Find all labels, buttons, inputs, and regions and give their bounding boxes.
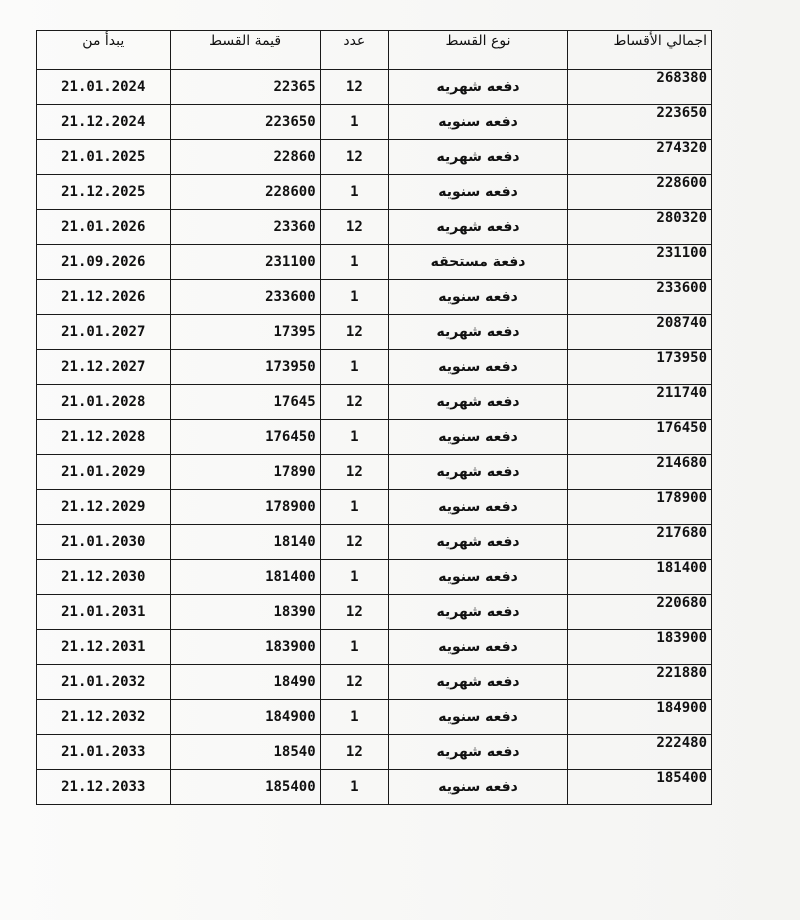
cell-count: 12 bbox=[320, 665, 388, 700]
cell-total: 231100 bbox=[568, 245, 712, 280]
cell-start-date: 21.09.2026 bbox=[37, 245, 171, 280]
cell-total: 214680 bbox=[568, 455, 712, 490]
cell-installment-type: دفعه سنويه bbox=[388, 105, 567, 140]
cell-start-date: 21.01.2026 bbox=[37, 210, 171, 245]
cell-count: 12 bbox=[320, 315, 388, 350]
cell-count: 1 bbox=[320, 105, 388, 140]
table-row bbox=[37, 70, 712, 105]
cell-installment-value: 22860 bbox=[170, 140, 320, 175]
table-row bbox=[37, 210, 712, 245]
header-installment-type: نوع القسط bbox=[388, 31, 567, 70]
cell-start-date: 21.01.2031 bbox=[37, 595, 171, 630]
cell-installment-value: 22365 bbox=[170, 70, 320, 105]
cell-count: 1 bbox=[320, 245, 388, 280]
cell-total: 217680 bbox=[568, 525, 712, 560]
cell-count: 1 bbox=[320, 175, 388, 210]
cell-total: 176450 bbox=[568, 420, 712, 455]
cell-count: 12 bbox=[320, 735, 388, 770]
cell-count: 1 bbox=[320, 280, 388, 315]
cell-count: 12 bbox=[320, 525, 388, 560]
header-start-from: يبدأ من bbox=[37, 31, 171, 70]
cell-installment-type: دفعه شهريه bbox=[388, 595, 567, 630]
cell-installment-value: 18140 bbox=[170, 525, 320, 560]
cell-count: 12 bbox=[320, 595, 388, 630]
cell-installment-type: دفعه سنويه bbox=[388, 280, 567, 315]
cell-installment-type: دفعه شهريه bbox=[388, 315, 567, 350]
cell-count: 12 bbox=[320, 140, 388, 175]
table-row bbox=[37, 770, 712, 805]
cell-installment-type: دفعه شهريه bbox=[388, 525, 567, 560]
cell-installment-type: دفعه سنويه bbox=[388, 490, 567, 525]
table-row bbox=[37, 385, 712, 420]
cell-total: 178900 bbox=[568, 490, 712, 525]
cell-count: 1 bbox=[320, 700, 388, 735]
cell-start-date: 21.12.2032 bbox=[37, 700, 171, 735]
cell-count: 1 bbox=[320, 770, 388, 805]
cell-start-date: 21.12.2033 bbox=[37, 770, 171, 805]
cell-total: 184900 bbox=[568, 700, 712, 735]
cell-total: 268380 bbox=[568, 70, 712, 105]
table-row bbox=[37, 245, 712, 280]
cell-count: 1 bbox=[320, 630, 388, 665]
cell-start-date: 21.12.2025 bbox=[37, 175, 171, 210]
cell-count: 1 bbox=[320, 420, 388, 455]
table-row bbox=[37, 175, 712, 210]
table-row bbox=[37, 105, 712, 140]
cell-count: 12 bbox=[320, 70, 388, 105]
cell-installment-value: 18490 bbox=[170, 665, 320, 700]
cell-start-date: 21.01.2027 bbox=[37, 315, 171, 350]
cell-installment-value: 233600 bbox=[170, 280, 320, 315]
cell-total: 228600 bbox=[568, 175, 712, 210]
cell-installment-value: 185400 bbox=[170, 770, 320, 805]
header-installment-value: قيمة القسط bbox=[170, 31, 320, 70]
cell-count: 12 bbox=[320, 385, 388, 420]
cell-total: 233600 bbox=[568, 280, 712, 315]
cell-installment-value: 18540 bbox=[170, 735, 320, 770]
cell-total: 221880 bbox=[568, 665, 712, 700]
table-row bbox=[37, 490, 712, 525]
cell-total: 181400 bbox=[568, 560, 712, 595]
cell-installment-value: 23360 bbox=[170, 210, 320, 245]
cell-start-date: 21.01.2033 bbox=[37, 735, 171, 770]
cell-start-date: 21.01.2024 bbox=[37, 70, 171, 105]
cell-installment-type: دفعة مستحقه bbox=[388, 245, 567, 280]
cell-count: 12 bbox=[320, 210, 388, 245]
cell-installment-value: 173950 bbox=[170, 350, 320, 385]
cell-installment-type: دفعه سنويه bbox=[388, 420, 567, 455]
table-row bbox=[37, 350, 712, 385]
cell-installment-value: 178900 bbox=[170, 490, 320, 525]
cell-installment-value: 228600 bbox=[170, 175, 320, 210]
cell-total: 208740 bbox=[568, 315, 712, 350]
cell-total: 211740 bbox=[568, 385, 712, 420]
cell-installment-value: 183900 bbox=[170, 630, 320, 665]
cell-installment-type: دفعه شهريه bbox=[388, 735, 567, 770]
cell-total: 223650 bbox=[568, 105, 712, 140]
cell-installment-value: 223650 bbox=[170, 105, 320, 140]
cell-installment-type: دفعه شهريه bbox=[388, 140, 567, 175]
cell-start-date: 21.12.2024 bbox=[37, 105, 171, 140]
table-row bbox=[37, 315, 712, 350]
cell-start-date: 21.01.2030 bbox=[37, 525, 171, 560]
cell-installment-type: دفعه شهريه bbox=[388, 665, 567, 700]
cell-start-date: 21.12.2030 bbox=[37, 560, 171, 595]
cell-installment-value: 184900 bbox=[170, 700, 320, 735]
cell-total: 274320 bbox=[568, 140, 712, 175]
table-row bbox=[37, 665, 712, 700]
cell-start-date: 21.01.2028 bbox=[37, 385, 171, 420]
table-row bbox=[37, 735, 712, 770]
cell-start-date: 21.12.2026 bbox=[37, 280, 171, 315]
cell-installment-value: 181400 bbox=[170, 560, 320, 595]
table-row bbox=[37, 420, 712, 455]
cell-installment-type: دفعه شهريه bbox=[388, 70, 567, 105]
cell-start-date: 21.12.2028 bbox=[37, 420, 171, 455]
cell-count: 1 bbox=[320, 350, 388, 385]
cell-installment-type: دفعه شهريه bbox=[388, 210, 567, 245]
cell-start-date: 21.12.2029 bbox=[37, 490, 171, 525]
table-row bbox=[37, 630, 712, 665]
cell-installment-type: دفعه سنويه bbox=[388, 175, 567, 210]
cell-start-date: 21.12.2027 bbox=[37, 350, 171, 385]
header-total-installments: اجمالي الأقساط bbox=[568, 31, 712, 70]
table-row bbox=[37, 525, 712, 560]
cell-installment-type: دفعه سنويه bbox=[388, 770, 567, 805]
cell-installment-value: 231100 bbox=[170, 245, 320, 280]
cell-installment-type: دفعه سنويه bbox=[388, 700, 567, 735]
cell-start-date: 21.01.2029 bbox=[37, 455, 171, 490]
cell-installment-type: دفعه شهريه bbox=[388, 455, 567, 490]
cell-start-date: 21.01.2025 bbox=[37, 140, 171, 175]
cell-total: 185400 bbox=[568, 770, 712, 805]
cell-installment-value: 176450 bbox=[170, 420, 320, 455]
cell-installment-value: 17890 bbox=[170, 455, 320, 490]
table-row bbox=[37, 560, 712, 595]
table-row bbox=[37, 700, 712, 735]
cell-installment-type: دفعه سنويه bbox=[388, 560, 567, 595]
installment-schedule-table bbox=[36, 30, 712, 805]
cell-count: 1 bbox=[320, 560, 388, 595]
cell-installment-type: دفعه شهريه bbox=[388, 385, 567, 420]
header-count: عدد bbox=[320, 31, 388, 70]
cell-start-date: 21.01.2032 bbox=[37, 665, 171, 700]
cell-installment-type: دفعه سنويه bbox=[388, 350, 567, 385]
cell-total: 183900 bbox=[568, 630, 712, 665]
cell-total: 222480 bbox=[568, 735, 712, 770]
cell-installment-type: دفعه سنويه bbox=[388, 630, 567, 665]
cell-installment-value: 18390 bbox=[170, 595, 320, 630]
table-row bbox=[37, 455, 712, 490]
cell-total: 280320 bbox=[568, 210, 712, 245]
cell-total: 220680 bbox=[568, 595, 712, 630]
table-row bbox=[37, 280, 712, 315]
table-row bbox=[37, 595, 712, 630]
cell-count: 12 bbox=[320, 455, 388, 490]
table-header-row bbox=[37, 31, 712, 70]
table-row bbox=[37, 140, 712, 175]
cell-installment-value: 17395 bbox=[170, 315, 320, 350]
cell-start-date: 21.12.2031 bbox=[37, 630, 171, 665]
cell-count: 1 bbox=[320, 490, 388, 525]
cell-installment-value: 17645 bbox=[170, 385, 320, 420]
cell-total: 173950 bbox=[568, 350, 712, 385]
